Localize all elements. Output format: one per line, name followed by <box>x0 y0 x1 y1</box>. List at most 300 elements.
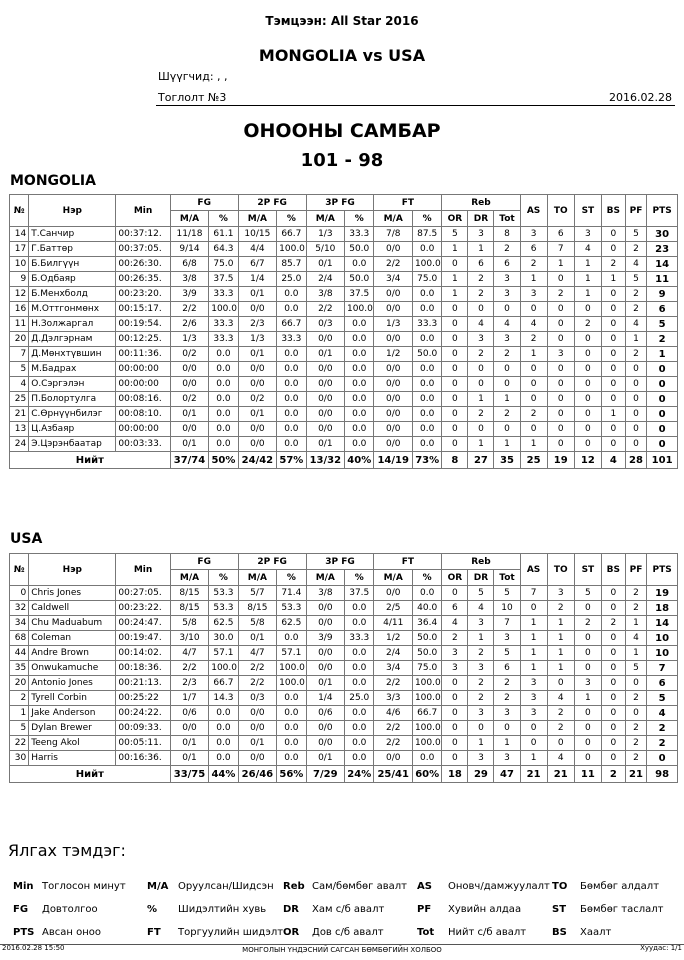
stat-cell: 1/2 <box>374 347 412 362</box>
stat-cell: 0.0 <box>412 751 441 766</box>
player-row <box>10 691 678 706</box>
stat-cell: 0/1 <box>238 347 276 362</box>
stat-cell: 100.0 <box>412 257 441 272</box>
stat-cell: 11 <box>647 272 678 287</box>
col-3p-fg: 3P FG <box>306 195 374 211</box>
stat-cell: 2 <box>625 751 647 766</box>
stat-cell: Ц.Азбаяр <box>29 422 116 437</box>
stat-cell: 19 <box>647 586 678 601</box>
stat-cell: 5 <box>647 691 678 706</box>
stat-cell: 100.0 <box>209 302 238 317</box>
stat-cell: 30 <box>647 227 678 242</box>
stat-cell: 0.0 <box>412 377 441 392</box>
stat-cell: 0 <box>494 721 520 736</box>
stat-cell: 6 <box>494 661 520 676</box>
stat-cell: 0 <box>468 422 494 437</box>
stat-cell: 33.3 <box>209 287 238 302</box>
stat-cell: 0 <box>601 287 625 302</box>
stat-cell: 21 <box>10 407 29 422</box>
col-to: TO <box>547 554 574 586</box>
stat-cell: 00:26:30. <box>116 257 170 272</box>
stat-cell: 100.0 <box>412 691 441 706</box>
col-made-attempted: M/A <box>374 211 412 227</box>
stat-cell: 1 <box>574 287 601 302</box>
stat-cell: Caldwell <box>29 601 116 616</box>
player-row <box>10 706 678 721</box>
legend-title: Ялгах тэмдэг: <box>8 841 126 860</box>
col-fg: FG <box>170 195 238 211</box>
stat-cell: 3/8 <box>306 287 344 302</box>
stat-cell: 5 <box>494 586 520 601</box>
stat-cell: 0.0 <box>277 347 306 362</box>
stat-cell: 6 <box>547 227 574 242</box>
stat-cell: 12 <box>10 287 29 302</box>
stat-cell: 50.0 <box>412 646 441 661</box>
total-cell: 101 <box>647 452 678 469</box>
stat-cell: 0.0 <box>209 721 238 736</box>
total-cell: 11 <box>574 766 601 783</box>
stat-cell: 1 <box>10 706 29 721</box>
stat-cell: 34 <box>10 616 29 631</box>
stat-cell: 1 <box>442 272 468 287</box>
total-cell: 47 <box>494 766 520 783</box>
total-cell: 13/32 <box>306 452 344 469</box>
stat-cell: 22 <box>10 736 29 751</box>
stat-cell: 1/3 <box>306 227 344 242</box>
stat-cell: 2 <box>468 272 494 287</box>
stat-cell: Chris Jones <box>29 586 116 601</box>
stat-cell: 10 <box>647 631 678 646</box>
stat-cell: 5 <box>647 317 678 332</box>
stat-cell: 0 <box>442 721 468 736</box>
stat-cell: 5/8 <box>238 616 276 631</box>
stat-cell: 0/2 <box>238 392 276 407</box>
legend-text: Бөмбөг таслалт <box>580 904 664 915</box>
player-row <box>10 242 678 257</box>
game-date: 2016.02.28 <box>609 91 672 104</box>
stat-cell: 7/8 <box>374 227 412 242</box>
stat-cell: 0/1 <box>238 287 276 302</box>
stat-cell: 4 <box>468 317 494 332</box>
stat-cell: 0/0 <box>306 332 344 347</box>
matchup-title: MONGOLIA vs USA <box>258 46 426 65</box>
col-number: № <box>10 195 29 227</box>
stat-cell: 0.0 <box>209 347 238 362</box>
stat-cell: 3/4 <box>374 272 412 287</box>
stat-cell: 0 <box>601 347 625 362</box>
stat-cell: 0.0 <box>209 751 238 766</box>
stat-cell: 50.0 <box>345 272 374 287</box>
stat-cell: 0.0 <box>345 721 374 736</box>
stat-cell: 0 <box>442 736 468 751</box>
stat-cell: 3/9 <box>170 287 208 302</box>
col-minutes: Min <box>116 554 170 586</box>
stat-cell: 2 <box>520 407 547 422</box>
stat-cell: 4/6 <box>374 706 412 721</box>
stat-cell: 0.0 <box>345 676 374 691</box>
legend-text: Дов с/б авалт <box>312 927 384 938</box>
total-cell: 21 <box>625 766 647 783</box>
stat-cell: 00:08:10. <box>116 407 170 422</box>
stat-cell: 4 <box>442 616 468 631</box>
total-cell: 4 <box>601 452 625 469</box>
stat-cell: 4 <box>520 317 547 332</box>
stat-cell: 1 <box>625 646 647 661</box>
box-score-mongolia <box>9 194 678 469</box>
legend-abbr: M/A <box>147 881 169 892</box>
stat-cell: 1 <box>494 437 520 452</box>
col-pts: PTS <box>647 554 678 586</box>
stat-cell: 00:16:36. <box>116 751 170 766</box>
legend-text: Хаалт <box>580 927 612 938</box>
col-percent: % <box>345 211 374 227</box>
stat-cell: 100.0 <box>412 676 441 691</box>
stat-cell: 0.0 <box>345 257 374 272</box>
stat-cell: 0/6 <box>170 706 208 721</box>
totals-label: Нийт <box>10 452 171 469</box>
stat-cell: 0/1 <box>306 676 344 691</box>
stat-cell: 6 <box>647 676 678 691</box>
stat-cell: 0 <box>547 422 574 437</box>
stat-cell: 0/0 <box>170 422 208 437</box>
stat-cell: 100.0 <box>277 676 306 691</box>
stat-cell: 0/2 <box>170 392 208 407</box>
stat-cell: 14 <box>647 257 678 272</box>
stat-cell: 0/0 <box>306 736 344 751</box>
stat-cell: 0.0 <box>277 392 306 407</box>
stat-cell: 61.1 <box>209 227 238 242</box>
stat-cell: 4 <box>494 317 520 332</box>
stat-cell: 0.0 <box>345 392 374 407</box>
col-rebounds: Reb <box>442 554 520 570</box>
player-row <box>10 257 678 272</box>
stat-cell: 0.0 <box>412 437 441 452</box>
stat-cell: 0 <box>625 407 647 422</box>
stat-cell: 3 <box>520 691 547 706</box>
stat-cell: 0.0 <box>209 392 238 407</box>
stat-cell: 0/1 <box>306 437 344 452</box>
stat-cell: 57.1 <box>277 646 306 661</box>
stat-cell: 2 <box>625 721 647 736</box>
stat-cell: 0 <box>547 302 574 317</box>
stat-cell: 00:23:22. <box>116 601 170 616</box>
stat-cell: 3 <box>494 706 520 721</box>
stat-cell: 6 <box>442 601 468 616</box>
stat-cell: 0 <box>574 646 601 661</box>
stat-cell: 0 <box>520 362 547 377</box>
referees: Шүүгчид: , , <box>158 70 228 83</box>
stat-cell: 0 <box>601 422 625 437</box>
stat-cell: П.Болортулга <box>29 392 116 407</box>
stat-cell: 2 <box>625 347 647 362</box>
stat-cell: 3 <box>468 227 494 242</box>
stat-cell: 2 <box>547 601 574 616</box>
stat-cell: 1 <box>547 257 574 272</box>
stat-cell: 2/5 <box>374 601 412 616</box>
col-def-reb: DR <box>468 570 494 586</box>
player-row <box>10 721 678 736</box>
stat-cell: 0/0 <box>238 706 276 721</box>
stat-cell: 44 <box>10 646 29 661</box>
stat-cell: 2/3 <box>170 676 208 691</box>
stat-cell: 0/0 <box>238 437 276 452</box>
stat-cell: 17 <box>10 242 29 257</box>
stat-cell: 00:12:25. <box>116 332 170 347</box>
stat-cell: 1 <box>547 616 574 631</box>
stat-cell: 0.0 <box>345 706 374 721</box>
stat-cell: 5 <box>468 586 494 601</box>
stat-cell: 0/0 <box>170 721 208 736</box>
stat-cell: 0.0 <box>277 437 306 452</box>
stat-cell: 0 <box>601 661 625 676</box>
stat-cell: 4 <box>547 751 574 766</box>
stat-cell: Andre Brown <box>29 646 116 661</box>
stat-cell: 53.3 <box>277 601 306 616</box>
stat-cell: 0/1 <box>170 407 208 422</box>
stat-cell: 33.3 <box>209 332 238 347</box>
col-def-reb: DR <box>468 211 494 227</box>
stat-cell: 3/10 <box>170 631 208 646</box>
stat-cell: 0 <box>601 601 625 616</box>
stat-cell: 1 <box>520 437 547 452</box>
col-ft: FT <box>374 195 442 211</box>
stat-cell: 1 <box>520 347 547 362</box>
stat-cell: 50.0 <box>412 347 441 362</box>
stat-cell: 0 <box>625 377 647 392</box>
stat-cell: 0/0 <box>374 302 412 317</box>
stat-cell: 0 <box>494 422 520 437</box>
stat-cell: 0/1 <box>238 407 276 422</box>
stat-cell: 36.4 <box>412 616 441 631</box>
legend-text: Торгуулийн шидэлт <box>178 927 284 938</box>
total-cell: 44% <box>209 766 238 783</box>
total-cell: 28 <box>625 452 647 469</box>
stat-cell: 5 <box>442 227 468 242</box>
stat-cell: 4/7 <box>238 646 276 661</box>
stat-cell: 3/3 <box>374 691 412 706</box>
stat-cell: 1/4 <box>306 691 344 706</box>
stat-cell: 7 <box>547 242 574 257</box>
legend-text: Шидэлтийн хувь <box>178 904 267 915</box>
legend-abbr: Reb <box>283 881 305 892</box>
stat-cell: 2 <box>647 332 678 347</box>
team-name-mongolia: MONGOLIA <box>10 173 96 189</box>
stat-cell: 3/8 <box>306 586 344 601</box>
stat-cell: 3 <box>442 646 468 661</box>
stat-cell: 0.0 <box>345 362 374 377</box>
stat-cell: 0 <box>574 751 601 766</box>
stat-cell: 0 <box>647 751 678 766</box>
stat-cell: 0 <box>601 242 625 257</box>
col-off-reb: OR <box>442 570 468 586</box>
stat-cell: 0 <box>625 362 647 377</box>
col-as: AS <box>520 195 547 227</box>
stat-cell: 3/4 <box>374 661 412 676</box>
stat-cell: 0/0 <box>374 362 412 377</box>
stat-cell: 0.0 <box>277 287 306 302</box>
stat-cell: 00:37:05. <box>116 242 170 257</box>
stat-cell: 0.0 <box>277 407 306 422</box>
stat-cell: 0 <box>520 601 547 616</box>
col-percent: % <box>277 570 306 586</box>
stat-cell: 25 <box>10 392 29 407</box>
stat-cell: 8 <box>494 227 520 242</box>
stat-cell: 2 <box>574 616 601 631</box>
stat-cell: 1 <box>468 392 494 407</box>
legend-text: Тоглосон минут <box>42 881 126 892</box>
stat-cell: 5/8 <box>170 616 208 631</box>
stat-cell: 53.3 <box>209 586 238 601</box>
total-cell: 27 <box>468 452 494 469</box>
stat-cell: 1 <box>574 691 601 706</box>
legend-abbr: BS <box>552 927 567 938</box>
stat-cell: 00:21:13. <box>116 676 170 691</box>
stat-cell: 00:37:12. <box>116 227 170 242</box>
stat-cell: 0/0 <box>374 332 412 347</box>
stat-cell: 6 <box>468 257 494 272</box>
stat-cell: 0.0 <box>345 407 374 422</box>
stat-cell: 00:08:16. <box>116 392 170 407</box>
stat-cell: Н.Золжаргал <box>29 317 116 332</box>
stat-cell: 33.3 <box>209 317 238 332</box>
stat-cell: 0 <box>547 272 574 287</box>
stat-cell: М.Бадрах <box>29 362 116 377</box>
stat-cell: 1 <box>468 242 494 257</box>
stat-cell: 2 <box>494 407 520 422</box>
stat-cell: 0 <box>574 422 601 437</box>
stat-cell: 0 <box>574 661 601 676</box>
col-rebounds: Reb <box>442 195 520 211</box>
col-made-attempted: M/A <box>170 211 208 227</box>
stat-cell: 5 <box>625 227 647 242</box>
legend-text: Сам/бөмбөг авалт <box>312 881 407 892</box>
stat-cell: 2 <box>468 646 494 661</box>
col-minutes: Min <box>116 195 170 227</box>
stat-cell: 100.0 <box>412 721 441 736</box>
col-2p-fg: 2P FG <box>238 554 306 570</box>
player-row <box>10 422 678 437</box>
team-name-usa: USA <box>10 531 43 547</box>
stat-cell: 66.7 <box>277 317 306 332</box>
stat-cell: 0.0 <box>209 437 238 452</box>
col-number: № <box>10 554 29 586</box>
col-total-reb: Tot <box>494 570 520 586</box>
stat-cell: Г.Баттөр <box>29 242 116 257</box>
stat-cell: 0 <box>442 317 468 332</box>
legend-abbr: ST <box>552 904 567 915</box>
legend-abbr: PTS <box>13 927 35 938</box>
stat-cell: 1/7 <box>170 691 208 706</box>
stat-cell: 0/0 <box>306 392 344 407</box>
stat-cell: 1 <box>547 631 574 646</box>
stat-cell: 3/8 <box>170 272 208 287</box>
stat-cell: 00:15:17. <box>116 302 170 317</box>
stat-cell: 1 <box>601 272 625 287</box>
total-cell: 98 <box>647 766 678 783</box>
stat-cell: 0 <box>547 736 574 751</box>
stat-cell: 2/2 <box>170 302 208 317</box>
stat-cell: 16 <box>10 302 29 317</box>
stat-cell: 0/0 <box>374 751 412 766</box>
stat-cell: 0 <box>601 437 625 452</box>
legend-text: Хам с/б авалт <box>312 904 385 915</box>
stat-cell: 2/2 <box>374 721 412 736</box>
stat-cell: 00:00:00 <box>116 377 170 392</box>
stat-cell: 0.0 <box>277 736 306 751</box>
col-percent: % <box>345 570 374 586</box>
stat-cell: 66.7 <box>209 676 238 691</box>
stat-cell: 5 <box>10 721 29 736</box>
stat-cell: 7 <box>647 661 678 676</box>
stat-cell: 9/14 <box>170 242 208 257</box>
stat-cell: 2 <box>625 302 647 317</box>
stat-cell: 0 <box>601 751 625 766</box>
player-row <box>10 347 678 362</box>
total-cell: 56% <box>277 766 306 783</box>
stat-cell: Э.Цэрэнбаатар <box>29 437 116 452</box>
stat-cell: 0/1 <box>170 751 208 766</box>
stat-cell: 0 <box>442 362 468 377</box>
stat-cell: 2 <box>520 332 547 347</box>
player-row <box>10 616 678 631</box>
stat-cell: 4 <box>574 242 601 257</box>
stat-cell: 0.0 <box>277 302 306 317</box>
stat-cell: 71.4 <box>277 586 306 601</box>
stat-cell: 0 <box>574 407 601 422</box>
stat-cell: 3 <box>468 332 494 347</box>
player-row <box>10 601 678 616</box>
stat-cell: 0 <box>601 691 625 706</box>
stat-cell: 0.0 <box>209 736 238 751</box>
stat-cell: 0/0 <box>374 377 412 392</box>
stat-cell: Б.Менхболд <box>29 287 116 302</box>
total-cell: 19 <box>547 452 574 469</box>
stat-cell: 9 <box>10 272 29 287</box>
col-made-attempted: M/A <box>306 570 344 586</box>
stat-cell: 0.0 <box>277 422 306 437</box>
stat-cell: 0/6 <box>306 706 344 721</box>
legend-abbr: PF <box>417 904 432 915</box>
stat-cell: 0.0 <box>345 332 374 347</box>
stat-cell: 0.0 <box>345 751 374 766</box>
stat-cell: 0/3 <box>238 691 276 706</box>
stat-cell: 0 <box>494 302 520 317</box>
stat-cell: 3 <box>574 227 601 242</box>
stat-cell: 1 <box>574 257 601 272</box>
stat-cell: 0 <box>574 736 601 751</box>
total-cell: 14/19 <box>374 452 412 469</box>
stat-cell: 33.3 <box>277 332 306 347</box>
col-made-attempted: M/A <box>374 570 412 586</box>
stat-cell: 2 <box>574 317 601 332</box>
col-2p-fg: 2P FG <box>238 195 306 211</box>
stat-cell: 0.0 <box>412 586 441 601</box>
footer-datetime: 2016.02.28 15:50 <box>2 944 65 952</box>
stat-cell: 3 <box>468 706 494 721</box>
stat-cell: 0/0 <box>374 437 412 452</box>
total-cell: 7/29 <box>306 766 344 783</box>
player-row <box>10 332 678 347</box>
stat-cell: Harris <box>29 751 116 766</box>
stat-cell: 0 <box>601 332 625 347</box>
stat-cell: 5 <box>625 272 647 287</box>
stat-cell: 0 <box>625 706 647 721</box>
stat-cell: 0/0 <box>374 586 412 601</box>
stat-cell: 2 <box>468 691 494 706</box>
stat-cell: 0 <box>520 377 547 392</box>
stat-cell: 0/0 <box>306 661 344 676</box>
stat-cell: 0 <box>647 422 678 437</box>
